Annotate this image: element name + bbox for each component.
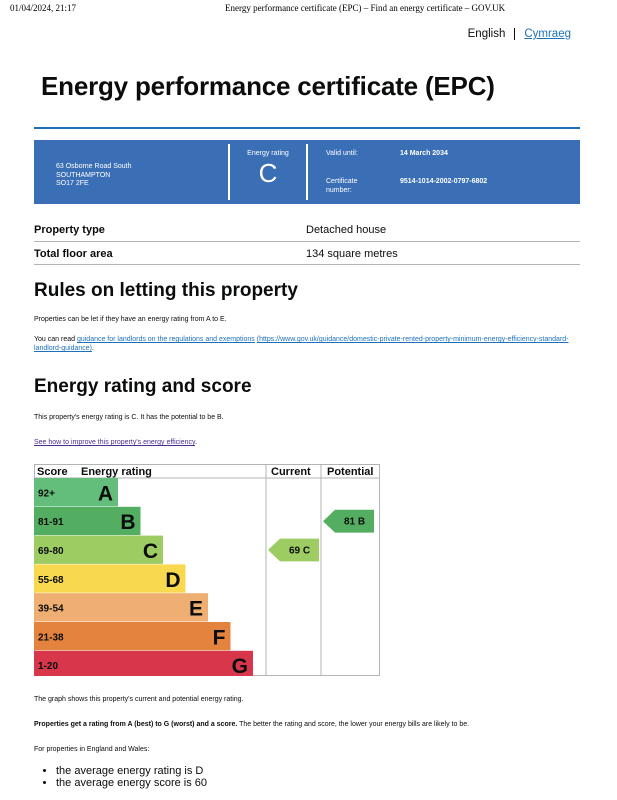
property-summary-list xyxy=(34,218,580,265)
list-item: • the average energy rating is D xyxy=(56,765,207,777)
improve-line xyxy=(34,438,197,447)
band-score-label: 69-80 xyxy=(38,546,64,557)
language-welsh-link[interactable]: Cymraeg xyxy=(524,28,571,40)
band-letter-label: E xyxy=(188,597,203,621)
england-wales-text: For properties in England and Wales: xyxy=(34,746,150,753)
address-line-1: 63 Osborne Road South xyxy=(56,163,132,170)
valid-until-label: Valid until: xyxy=(326,150,358,157)
floor-area-row xyxy=(34,242,580,266)
band-letter-label: F xyxy=(212,626,226,650)
band-letter-label: C xyxy=(142,540,158,563)
epc-summary-banner xyxy=(34,140,580,204)
list-item: • the average energy score is 60 xyxy=(56,777,207,789)
letting-guidance-text xyxy=(34,335,574,353)
chart-layer xyxy=(34,464,380,676)
language-english: English xyxy=(467,28,506,40)
certificate-number-label: Certificate number: xyxy=(326,178,358,194)
print-page-title: Energy performance certificate (EPC) – Find an energy certificate – GOV.UK xyxy=(225,3,506,13)
print-timestamp: 01/04/2024, 21:17 xyxy=(10,3,77,13)
band-bar-g xyxy=(34,651,253,676)
current-rating-label: 69 C xyxy=(288,545,311,557)
property-address xyxy=(56,163,132,189)
rating-explanation-rest: The better the rating and score, the lower your energy bills are likely to be. xyxy=(237,721,470,728)
band-score-label: 39-54 xyxy=(38,603,64,615)
property-type-row xyxy=(34,218,580,242)
certificate-number-value: 9514-1014-2002-0797-6802 xyxy=(400,178,488,185)
title-rule xyxy=(34,127,580,129)
rating-explanation-bold: Properties get a rating from A (best) to G (worst) and a score. xyxy=(34,721,238,728)
address-line-3: SO17 2FE xyxy=(56,180,89,187)
header-current: Current xyxy=(271,466,311,478)
energy-rating-label: Energy rating xyxy=(247,150,289,157)
band-score-label: 21-38 xyxy=(38,632,64,644)
valid-until-value: 14 March 2034 xyxy=(400,150,448,157)
property-type-value: Detached house xyxy=(306,224,387,236)
band-score-label: 55-68 xyxy=(38,574,64,586)
energy-rating-chart xyxy=(34,464,380,676)
band-letter-label: B xyxy=(120,511,136,535)
property-type-label: Property type xyxy=(34,224,105,236)
print-header xyxy=(0,3,617,17)
language-divider xyxy=(514,28,515,40)
letting-intro: Properties can be let if they have an energy rating from A to E. xyxy=(34,316,227,323)
rating-heading: Energy rating and score xyxy=(34,376,252,397)
header-potential: Potential xyxy=(327,466,374,478)
potential-rating-label: 81 B xyxy=(343,516,366,528)
rating-summary: This property's energy rating is C. It has the potential to be B. xyxy=(34,414,224,421)
banner-divider xyxy=(306,144,308,200)
guidance-suffix: . xyxy=(91,345,94,352)
energy-rating-letter: C xyxy=(258,158,278,188)
band-score-label: 1-20 xyxy=(38,661,59,673)
improve-suffix: . xyxy=(195,439,197,446)
language-switcher xyxy=(468,28,571,40)
header-score: Score xyxy=(37,466,68,478)
rating-explanation xyxy=(34,720,469,729)
letting-heading: Rules on letting this property xyxy=(34,280,298,301)
band-letter-label: G xyxy=(231,655,248,676)
header-energy-rating: Energy rating xyxy=(81,466,152,478)
improve-efficiency-link[interactable]: See how to improve this property's energy efficiency xyxy=(34,439,195,446)
average-list xyxy=(42,765,207,789)
band-score-label: 92+ xyxy=(38,488,55,500)
band-score-label: 81-91 xyxy=(38,517,64,529)
band-letter-label: A xyxy=(97,482,113,506)
landlord-guidance-url[interactable]: (https://www.gov.uk/guidance/domestic-private-rented-property-minimum-energy-efficiency-standard-landlord-guidance) xyxy=(34,336,569,352)
floor-area-label: Total floor area xyxy=(34,247,113,260)
graph-note: The graph shows this property's current and potential energy rating. xyxy=(34,696,244,703)
landlord-guidance-link[interactable]: guidance for landlords on the regulations and exemptions xyxy=(76,336,255,343)
floor-area-value: 134 square metres xyxy=(306,247,398,260)
page-title: Energy performance certificate (EPC) xyxy=(41,71,495,101)
address-line-2: SOUTHAMPTON xyxy=(56,171,111,179)
band-letter-label: D xyxy=(165,568,181,592)
guidance-prefix: You can read xyxy=(34,336,77,343)
